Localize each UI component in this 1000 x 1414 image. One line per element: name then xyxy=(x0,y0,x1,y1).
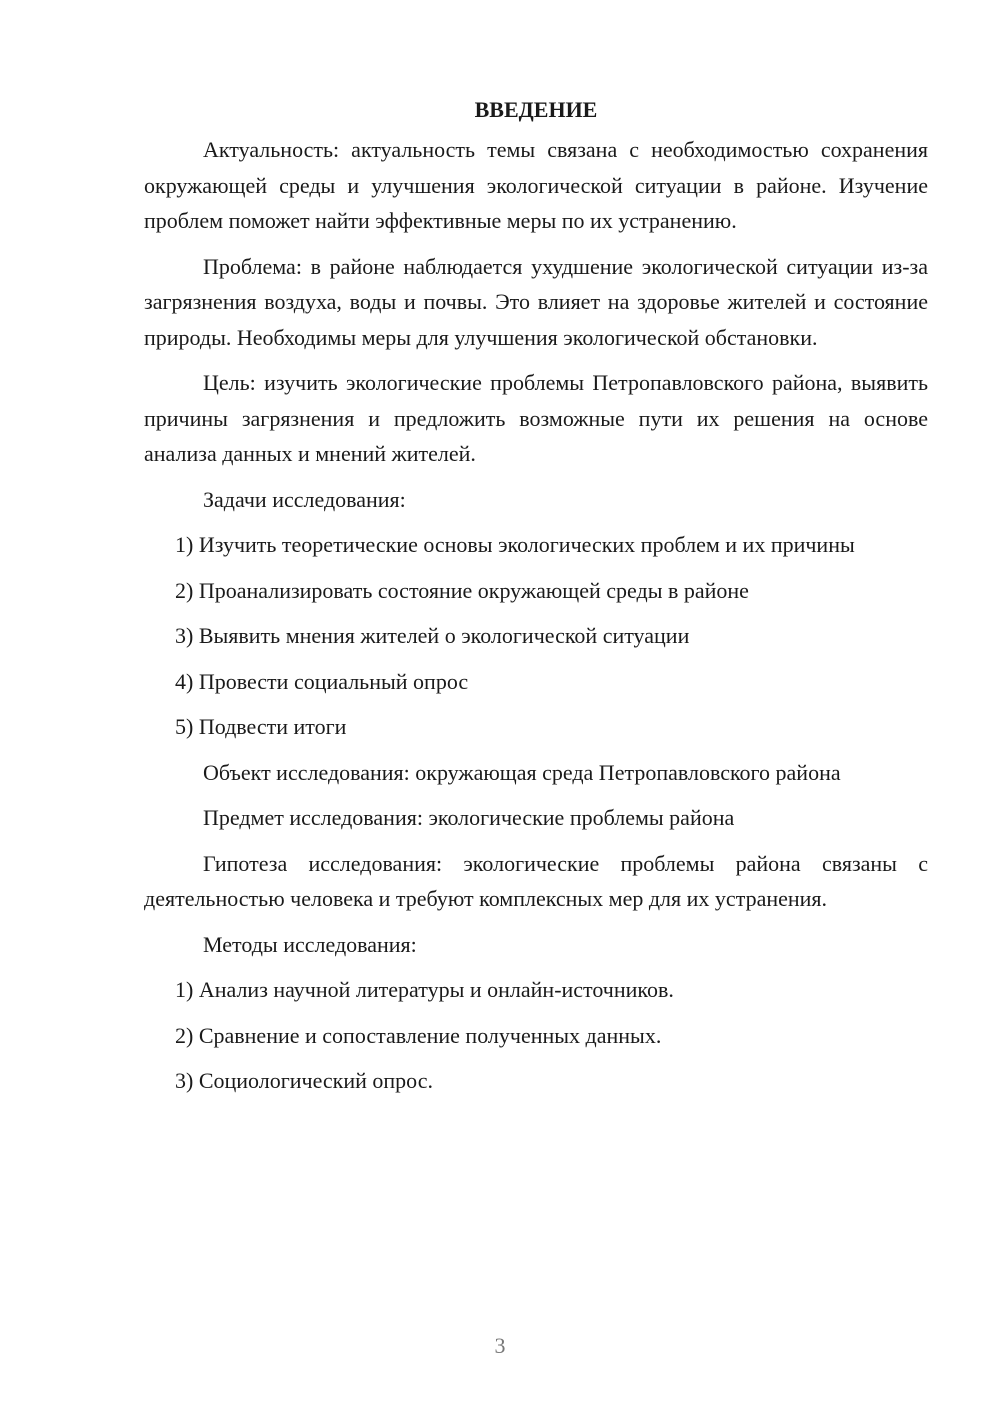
goal-paragraph: Цель: изучить экологические проблемы Петропавловского района, выявить причины загрязнения и предложить возможные пути их решения на основе анализа данных и мнений жителей. xyxy=(144,370,928,466)
relevance-paragraph: Актуальность: актуальность темы связана с необходимостью сохранения окружающей среды и улучшения экологической ситуации в районе. Изучение проблем поможет найти эффективные меры по их устранению. xyxy=(144,137,928,233)
object-paragraph: Объект исследования: окружающая среда Петропавловского района xyxy=(203,759,841,785)
document-page xyxy=(144,90,928,1109)
method-item-2: 2) Сравнение и сопоставление полученных данных. xyxy=(175,1022,662,1048)
section-title: ВВЕДЕНИЕ xyxy=(474,97,598,122)
page-number: 3 xyxy=(494,1333,506,1358)
task-item-4: 4) Провести социальный опрос xyxy=(175,668,469,694)
task-item-5: 5) Подвести итоги xyxy=(175,714,347,739)
subject-paragraph: Предмет исследования: экологические проблемы района xyxy=(203,805,735,830)
task-item-2: 2) Проанализировать состояние окружающей среды в районе xyxy=(175,577,749,603)
hypothesis-paragraph: Гипотеза исследования: экологические проблемы района связаны с деятельностью человека и требуют комплексных мер для их устранения. xyxy=(144,850,928,911)
task-item-3: 3) Выявить мнения жителей о экологической ситуации xyxy=(175,623,690,648)
method-item-1: 1) Анализ научной литературы и онлайн-источников. xyxy=(175,977,674,1002)
problem-paragraph: Проблема: в районе наблюдается ухудшение экологической ситуации из-за загрязнения воздуха, воды и почвы. Это влияет на здоровье жителей и состояние природы. Необходимы меры для улучшения экологической обстановки. xyxy=(144,253,928,350)
methods-heading: Методы исследования: xyxy=(203,931,417,957)
method-item-3: 3) Социологический опрос. xyxy=(175,1068,433,1093)
tasks-heading: Задачи исследования: xyxy=(203,486,406,512)
task-item-1: 1) Изучить теоретические основы экологических проблем и их причины xyxy=(175,532,855,557)
